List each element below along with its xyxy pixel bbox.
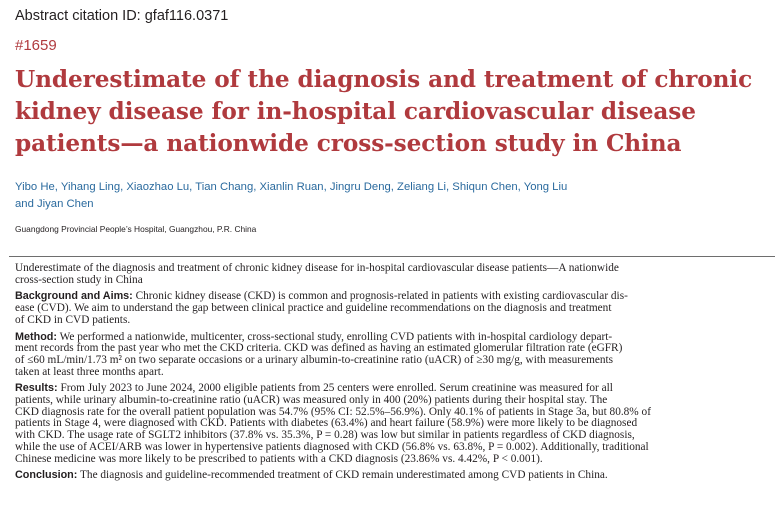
conclusion-first-line <box>15 470 769 482</box>
background-text: Chronic kidney disease (CKD) is common and prognosis-related in patients with existing cardiovascular dis- <box>135 290 628 303</box>
results-line: patients in Stage 4, were diagnosed with CKD. Patients with diabetes (63.4%) and heart failure (58.9%) were more likely to be diagnosed <box>15 417 638 430</box>
section-divider <box>9 256 775 257</box>
intro-paragraph <box>15 263 769 286</box>
paper-title <box>15 64 765 160</box>
background-line: ease (CVD). We aim to understand the gap between clinical practice and guideline recommendations on the diagnosis and treatment <box>15 302 612 315</box>
intro-line: Underestimate of the diagnosis and treatment of chronic kidney disease for in-hospital cardiovascular disease patients—A nationwide <box>15 262 619 274</box>
conclusion-text: The diagnosis and guideline-recommended treatment of CKD remain underestimated among CVD patients in China. <box>80 469 608 482</box>
title-line: kidney disease for in-hospital cardiovascular disease <box>15 98 696 125</box>
affiliation: Guangdong Provincial People’s Hospital, Guangzhou, P.R. China <box>15 224 257 234</box>
background-line: of CKD in CVD patients. <box>15 313 131 326</box>
abstract-body <box>15 263 769 487</box>
method-line: taken at least three months apart. <box>15 365 164 378</box>
conclusion-heading: Conclusion: <box>15 469 78 482</box>
results-line: patients, while urinary albumin-to-creatinine ratio (uACR) was measured only in 400 (20%) patients during their hospital stay. The <box>15 394 608 407</box>
method-line: ment records from the past year who met the CKD criteria. CKD was defined as having an estimated glomerular filtration rate (eGFR) <box>15 342 623 355</box>
method-line: of ≤60 mL/min/1.73 m² on two separate occasions or a urinary albumin-to-creatinine ratio (uACR) of ≥30 mg/g, with measurements <box>15 353 614 366</box>
abstract-number: #1659 <box>15 37 57 54</box>
intro-line: cross-section study in China <box>15 273 143 286</box>
author-line: and Jiyan Chen <box>15 198 94 210</box>
author-line: Yibo He, Yihang Ling, Xiaozhao Lu, Tian Chang, Xianlin Ruan, Jingru Deng, Zeliang Li, Shiqun Chen, Yong Liu <box>15 181 568 193</box>
results-line: with CKD. The usage rate of SGLT2 inhibitors (37.8% vs. 35.3%, P = 0.28) was low but similar in patients regardless of CKD diagnosis, <box>15 429 635 442</box>
results-line: CKD diagnosis rate for the overall patient population was 54.7% (95% CI: 52.5%–56.9%). Only 40.1% of patients in Stage 3a, but 80.8% of <box>15 405 651 418</box>
results-line: Chinese medicine was more likely to be prescribed to patients with a CKD diagnosis (23.86% vs. 4.42%, P < 0.001). <box>15 452 543 465</box>
results-line: while the use of ACEI/ARB was lower in hypertensive patients diagnosed with CKD (56.8% vs. 63.8%, P = 0.002). Additionally, traditional <box>15 440 649 453</box>
method-section <box>15 332 769 379</box>
method-heading: Method: <box>15 330 57 343</box>
title-line: Underestimate of the diagnosis and treatment of chronic <box>15 66 753 93</box>
results-heading: Results: <box>15 382 58 395</box>
title-line: patients—a nationwide cross-section study in China <box>15 130 682 157</box>
background-section <box>15 291 769 326</box>
background-heading: Background and Aims: <box>15 290 133 303</box>
abstract-citation-id: Abstract citation ID: gfaf116.0371 <box>15 8 229 24</box>
conclusion-section <box>15 470 769 482</box>
author-list <box>15 179 755 213</box>
method-text: We performed a nationwide, multicenter, cross-sectional study, enrolling CVD patients with in-hospital cardiology depart- <box>59 330 613 343</box>
results-text: From July 2023 to June 2024, 2000 eligible patients from 25 centers were enrolled. Serum creatinine was measured for all <box>60 382 613 395</box>
results-section <box>15 383 769 465</box>
